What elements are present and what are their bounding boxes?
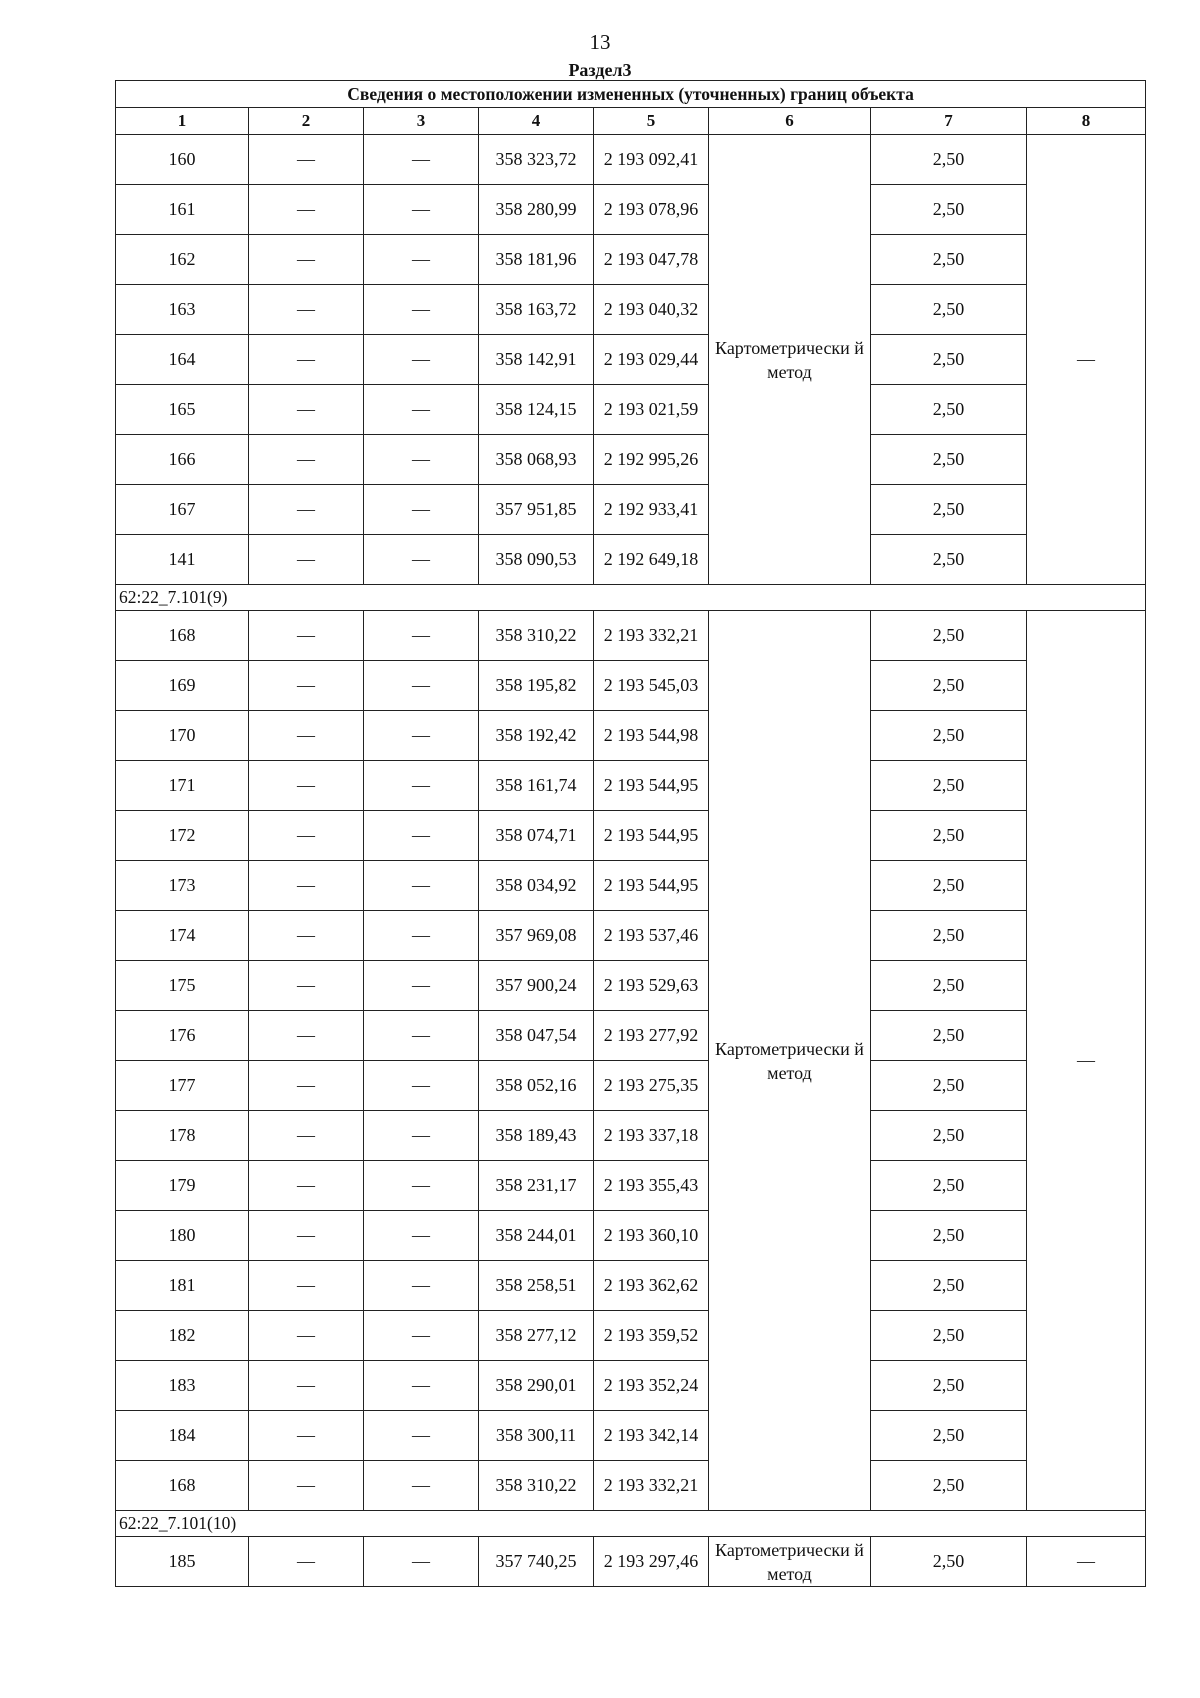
col3-cell: — — [364, 1537, 479, 1587]
col3-cell: — — [364, 1361, 479, 1411]
point-number-cell: 166 — [116, 435, 249, 485]
method-cell: Картометрически й метод — [709, 1537, 871, 1587]
col3-cell: — — [364, 235, 479, 285]
col8-cell: — — [1027, 1537, 1146, 1587]
col3-cell: — — [364, 385, 479, 435]
y-coordinate-cell: 2 193 047,78 — [594, 235, 709, 285]
column-number: 6 — [709, 108, 871, 135]
x-coordinate-cell: 358 310,22 — [479, 1461, 594, 1511]
x-coordinate-cell: 358 163,72 — [479, 285, 594, 335]
point-number-cell: 171 — [116, 761, 249, 811]
column-number: 4 — [479, 108, 594, 135]
accuracy-cell: 2,50 — [871, 235, 1027, 285]
accuracy-cell: 2,50 — [871, 535, 1027, 585]
x-coordinate-cell: 357 951,85 — [479, 485, 594, 535]
table-row — [116, 1461, 1146, 1511]
col8-cell: — — [1027, 135, 1146, 585]
point-number-cell: 173 — [116, 861, 249, 911]
accuracy-cell: 2,50 — [871, 911, 1027, 961]
col2-cell: — — [249, 385, 364, 435]
column-number: 1 — [116, 108, 249, 135]
page-number: 13 — [589, 30, 611, 54]
point-number-cell: 172 — [116, 811, 249, 861]
y-coordinate-cell: 2 193 332,21 — [594, 1461, 709, 1511]
y-coordinate-cell: 2 193 342,14 — [594, 1411, 709, 1461]
table-row — [116, 485, 1146, 535]
x-coordinate-cell: 358 280,99 — [479, 185, 594, 235]
column-number: 2 — [249, 108, 364, 135]
col2-cell: — — [249, 761, 364, 811]
y-coordinate-cell: 2 192 995,26 — [594, 435, 709, 485]
x-coordinate-cell: 358 189,43 — [479, 1111, 594, 1161]
accuracy-cell: 2,50 — [871, 1311, 1027, 1361]
y-coordinate-cell: 2 193 275,35 — [594, 1061, 709, 1111]
point-number-cell: 162 — [116, 235, 249, 285]
accuracy-cell: 2,50 — [871, 1261, 1027, 1311]
col2-cell: — — [249, 1411, 364, 1461]
x-coordinate-cell: 358 181,96 — [479, 235, 594, 285]
table-row — [116, 285, 1146, 335]
table-caption: Сведения о местоположении измененных (уточненных) границ объекта — [116, 81, 1146, 108]
accuracy-cell: 2,50 — [871, 435, 1027, 485]
x-coordinate-cell: 358 290,01 — [479, 1361, 594, 1411]
point-number-cell: 182 — [116, 1311, 249, 1361]
col3-cell: — — [364, 335, 479, 385]
table-row — [116, 1061, 1146, 1111]
x-coordinate-cell: 358 090,53 — [479, 535, 594, 585]
x-coordinate-cell: 358 310,22 — [479, 611, 594, 661]
y-coordinate-cell: 2 193 360,10 — [594, 1211, 709, 1261]
point-number-cell: 179 — [116, 1161, 249, 1211]
y-coordinate-cell: 2 193 277,92 — [594, 1011, 709, 1061]
accuracy-cell: 2,50 — [871, 961, 1027, 1011]
x-coordinate-cell: 358 258,51 — [479, 1261, 594, 1311]
x-coordinate-cell: 358 277,12 — [479, 1311, 594, 1361]
point-number-cell: 169 — [116, 661, 249, 711]
accuracy-cell: 2,50 — [871, 485, 1027, 535]
table-row — [116, 135, 1146, 185]
col2-cell: — — [249, 435, 364, 485]
point-number-cell: 168 — [116, 1461, 249, 1511]
point-number-cell: 164 — [116, 335, 249, 385]
y-coordinate-cell: 2 193 029,44 — [594, 335, 709, 385]
table-row — [116, 711, 1146, 761]
table-row — [116, 961, 1146, 1011]
boundary-coordinates-table — [115, 80, 1146, 1587]
col3-cell: — — [364, 761, 479, 811]
col2-cell: — — [249, 1461, 364, 1511]
x-coordinate-cell: 357 740,25 — [479, 1537, 594, 1587]
col2-cell: — — [249, 611, 364, 661]
y-coordinate-cell: 2 193 355,43 — [594, 1161, 709, 1211]
x-coordinate-cell: 358 074,71 — [479, 811, 594, 861]
accuracy-cell: 2,50 — [871, 711, 1027, 761]
col3-cell: — — [364, 1261, 479, 1311]
col2-cell: — — [249, 235, 364, 285]
accuracy-cell: 2,50 — [871, 285, 1027, 335]
group-label: 62:22_7.101(10) — [116, 1511, 1146, 1537]
y-coordinate-cell: 2 193 078,96 — [594, 185, 709, 235]
col2-cell: — — [249, 661, 364, 711]
col2-cell: — — [249, 861, 364, 911]
col3-cell: — — [364, 485, 479, 535]
y-coordinate-cell: 2 193 021,59 — [594, 385, 709, 435]
method-cell: Картометрически й метод — [709, 611, 871, 1511]
y-coordinate-cell: 2 192 933,41 — [594, 485, 709, 535]
point-number-cell: 168 — [116, 611, 249, 661]
accuracy-cell: 2,50 — [871, 185, 1027, 235]
point-number-cell: 170 — [116, 711, 249, 761]
col2-cell: — — [249, 911, 364, 961]
col2-cell: — — [249, 1061, 364, 1111]
y-coordinate-cell: 2 193 544,95 — [594, 761, 709, 811]
accuracy-cell: 2,50 — [871, 1537, 1027, 1587]
table-row — [116, 1311, 1146, 1361]
col3-cell: — — [364, 1461, 479, 1511]
accuracy-cell: 2,50 — [871, 1461, 1027, 1511]
col3-cell: — — [364, 1061, 479, 1111]
accuracy-cell: 2,50 — [871, 761, 1027, 811]
y-coordinate-cell: 2 193 332,21 — [594, 611, 709, 661]
x-coordinate-cell: 358 323,72 — [479, 135, 594, 185]
table-row — [116, 185, 1146, 235]
col3-cell: — — [364, 911, 479, 961]
point-number-cell: 185 — [116, 1537, 249, 1587]
col3-cell: — — [364, 1011, 479, 1061]
point-number-cell: 180 — [116, 1211, 249, 1261]
y-coordinate-cell: 2 193 544,98 — [594, 711, 709, 761]
col3-cell: — — [364, 185, 479, 235]
col3-cell: — — [364, 435, 479, 485]
group-label: 62:22_7.101(9) — [116, 585, 1146, 611]
col8-cell: — — [1027, 611, 1146, 1511]
y-coordinate-cell: 2 193 544,95 — [594, 861, 709, 911]
y-coordinate-cell: 2 193 545,03 — [594, 661, 709, 711]
column-number: 8 — [1027, 108, 1146, 135]
column-number: 7 — [871, 108, 1027, 135]
col2-cell: — — [249, 185, 364, 235]
point-number-cell: 177 — [116, 1061, 249, 1111]
column-number: 5 — [594, 108, 709, 135]
col2-cell: — — [249, 1161, 364, 1211]
table-caption-row — [116, 81, 1146, 108]
accuracy-cell: 2,50 — [871, 1161, 1027, 1211]
accuracy-cell: 2,50 — [871, 1011, 1027, 1061]
col3-cell: — — [364, 711, 479, 761]
col2-cell: — — [249, 135, 364, 185]
point-number-cell: 176 — [116, 1011, 249, 1061]
point-number-cell: 175 — [116, 961, 249, 1011]
point-number-cell: 174 — [116, 911, 249, 961]
accuracy-cell: 2,50 — [871, 1411, 1027, 1461]
table-row — [116, 385, 1146, 435]
x-coordinate-cell: 358 124,15 — [479, 385, 594, 435]
col2-cell: — — [249, 1211, 364, 1261]
x-coordinate-cell: 358 231,17 — [479, 1161, 594, 1211]
y-coordinate-cell: 2 193 359,52 — [594, 1311, 709, 1361]
col2-cell: — — [249, 1311, 364, 1361]
x-coordinate-cell: 358 195,82 — [479, 661, 594, 711]
table-row — [116, 1537, 1146, 1587]
x-coordinate-cell: 357 900,24 — [479, 961, 594, 1011]
accuracy-cell: 2,50 — [871, 1361, 1027, 1411]
col3-cell: — — [364, 811, 479, 861]
y-coordinate-cell: 2 193 040,32 — [594, 285, 709, 335]
col2-cell: — — [249, 711, 364, 761]
y-coordinate-cell: 2 193 537,46 — [594, 911, 709, 961]
table-row — [116, 235, 1146, 285]
point-number-cell: 183 — [116, 1361, 249, 1411]
x-coordinate-cell: 358 192,42 — [479, 711, 594, 761]
col2-cell: — — [249, 535, 364, 585]
col3-cell: — — [364, 1211, 479, 1261]
table-row — [116, 661, 1146, 711]
table-row — [116, 1011, 1146, 1061]
column-number-row — [116, 108, 1146, 135]
col2-cell: — — [249, 1011, 364, 1061]
table-row — [116, 761, 1146, 811]
point-number-cell: 165 — [116, 385, 249, 435]
table-row — [116, 1161, 1146, 1211]
point-number-cell: 141 — [116, 535, 249, 585]
col3-cell: — — [364, 1111, 479, 1161]
col3-cell: — — [364, 285, 479, 335]
point-number-cell: 160 — [116, 135, 249, 185]
y-coordinate-cell: 2 192 649,18 — [594, 535, 709, 585]
y-coordinate-cell: 2 193 092,41 — [594, 135, 709, 185]
col3-cell: — — [364, 1411, 479, 1461]
x-coordinate-cell: 358 300,11 — [479, 1411, 594, 1461]
accuracy-cell: 2,50 — [871, 611, 1027, 661]
x-coordinate-cell: 358 047,54 — [479, 1011, 594, 1061]
table-row — [116, 1261, 1146, 1311]
table-row — [116, 1411, 1146, 1461]
accuracy-cell: 2,50 — [871, 861, 1027, 911]
col3-cell: — — [364, 535, 479, 585]
col3-cell: — — [364, 1161, 479, 1211]
col2-cell: — — [249, 961, 364, 1011]
x-coordinate-cell: 358 142,91 — [479, 335, 594, 385]
col2-cell: — — [249, 335, 364, 385]
table-row — [116, 911, 1146, 961]
table-row — [116, 611, 1146, 661]
table-row — [116, 1361, 1146, 1411]
y-coordinate-cell: 2 193 544,95 — [594, 811, 709, 861]
col2-cell: — — [249, 1537, 364, 1587]
point-number-cell: 184 — [116, 1411, 249, 1461]
x-coordinate-cell: 358 034,92 — [479, 861, 594, 911]
accuracy-cell: 2,50 — [871, 135, 1027, 185]
point-number-cell: 163 — [116, 285, 249, 335]
table-row — [116, 811, 1146, 861]
section-title: Раздел3 — [568, 60, 632, 80]
accuracy-cell: 2,50 — [871, 661, 1027, 711]
table-row — [116, 435, 1146, 485]
x-coordinate-cell: 358 052,16 — [479, 1061, 594, 1111]
method-cell: Картометрически й метод — [709, 135, 871, 585]
point-number-cell: 178 — [116, 1111, 249, 1161]
column-number: 3 — [364, 108, 479, 135]
y-coordinate-cell: 2 193 297,46 — [594, 1537, 709, 1587]
col2-cell: — — [249, 1261, 364, 1311]
accuracy-cell: 2,50 — [871, 385, 1027, 435]
x-coordinate-cell: 358 068,93 — [479, 435, 594, 485]
col2-cell: — — [249, 285, 364, 335]
col3-cell: — — [364, 961, 479, 1011]
point-number-cell: 161 — [116, 185, 249, 235]
table-row — [116, 535, 1146, 585]
table-row — [116, 1211, 1146, 1261]
group-label-row — [116, 1511, 1146, 1537]
x-coordinate-cell: 358 244,01 — [479, 1211, 594, 1261]
table-row — [116, 1111, 1146, 1161]
y-coordinate-cell: 2 193 337,18 — [594, 1111, 709, 1161]
accuracy-cell: 2,50 — [871, 1111, 1027, 1161]
col3-cell: — — [364, 661, 479, 711]
col2-cell: — — [249, 1361, 364, 1411]
col3-cell: — — [364, 135, 479, 185]
x-coordinate-cell: 358 161,74 — [479, 761, 594, 811]
group-label-row — [116, 585, 1146, 611]
y-coordinate-cell: 2 193 362,62 — [594, 1261, 709, 1311]
col2-cell: — — [249, 485, 364, 535]
table-row — [116, 861, 1146, 911]
y-coordinate-cell: 2 193 529,63 — [594, 961, 709, 1011]
accuracy-cell: 2,50 — [871, 335, 1027, 385]
accuracy-cell: 2,50 — [871, 811, 1027, 861]
table-row — [116, 335, 1146, 385]
x-coordinate-cell: 357 969,08 — [479, 911, 594, 961]
col3-cell: — — [364, 611, 479, 661]
col3-cell: — — [364, 1311, 479, 1361]
col2-cell: — — [249, 811, 364, 861]
col3-cell: — — [364, 861, 479, 911]
point-number-cell: 167 — [116, 485, 249, 535]
accuracy-cell: 2,50 — [871, 1061, 1027, 1111]
y-coordinate-cell: 2 193 352,24 — [594, 1361, 709, 1411]
point-number-cell: 181 — [116, 1261, 249, 1311]
col2-cell: — — [249, 1111, 364, 1161]
accuracy-cell: 2,50 — [871, 1211, 1027, 1261]
